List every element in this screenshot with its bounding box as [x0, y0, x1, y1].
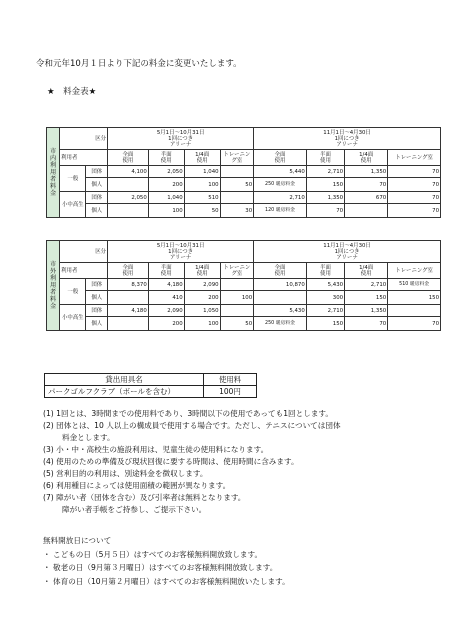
period-a-header: 5月1日～10月31日 1回につき アリーナ — [108, 128, 254, 150]
note-item: (3) 小・中・高校生の施設利用は、児童生徒の使用料になります。 — [43, 445, 269, 454]
list-item: ・ 体育の日（10月第２月曜日）はすべてのお客様無料開放いたします。 — [43, 576, 290, 586]
period-a-header: 5月1日～10月31日 1回につき アリーナ — [108, 241, 254, 263]
rental-col-item: 貸出用具名 — [45, 374, 204, 386]
table-row: 一般 団体 8,370 4,180 2,090 10,870 5,430 2,710 510 暖房料金 — [47, 279, 441, 291]
side-label: 市外利用者料金 — [47, 241, 60, 331]
side-label: 市内利用者料金 — [47, 128, 60, 218]
list-item: ・ こどもの日（5月５日）はすべてのお客様無料開放致します。 — [43, 549, 263, 559]
user-label: 利用者 — [60, 150, 108, 166]
free-days-title: 無料開放日について — [43, 536, 112, 545]
note-item: (5) 営利目的の利用は、別途料金を徴収します。 — [43, 469, 208, 478]
rental-item: パークゴルフクラブ（ボールを含む） — [45, 386, 204, 398]
table-row: 個人 100 50 30 120 暖房料金 70 70 — [47, 204, 441, 218]
note-item: (1) 1回とは、3時間までの使用料であり、3時間以下の使用であっても1回とします。 — [43, 409, 333, 418]
zone-label: 区分 — [60, 128, 108, 150]
zone-label: 区分 — [60, 241, 108, 263]
fee-table-heading: ★ 料金表★ — [47, 87, 97, 97]
note-item: 障がい者手帳をご持参し、ご提示下さい。 — [62, 505, 207, 514]
table-row: 小中高生 団体 2,050 1,040 510 2,710 1,350 670 70 — [47, 192, 441, 204]
table-row: 個人 410 200 100 300 150 150 — [47, 291, 441, 305]
note-item: (6) 利用種目によっては使用面積の範囲が異なります。 — [43, 481, 231, 490]
table-row: 個人 200 100 50 250 暖房料金 150 70 70 — [47, 178, 441, 192]
note-item: (4) 使用のための準備及び現状回復に要する時間は、使用時間に含みます。 — [43, 457, 299, 466]
notes-list — [43, 408, 443, 516]
table-row: 個人 200 100 50 250 暖房料金 150 70 70 — [47, 317, 441, 331]
rental-col-fee: 使用料 — [204, 374, 257, 386]
note-item: (7) 障がい者（団体を含む）及び引率者は無料となります。 — [43, 493, 246, 502]
training-label: トレーニング室 — [220, 263, 254, 279]
free-days-section — [43, 534, 290, 588]
fee-table-nonresidents: 市外利用者料金 区分 5月1日～10月31日 1回につき アリーナ 11月1日～4月30日 1回につき アリーナ 利用者 全面 使用 半面 使用 1/4面 使用 トレーニング室 全面 使用 半面 使用 1/4面 使用 トレーニング室 一般 団体 8,370 4,180 2,090 10,870 5,430 2,710 510 暖房料金 個人 410 200 100 300 150 150 小中高生 団体 4,180 2,090 1,050 5,430 2,710 1,350 個人 200 100 50 250 暖房料金 150 70 70 — [46, 240, 441, 331]
period-b-header: 11月1日～4月30日 1回につき アリーナ — [254, 128, 441, 150]
note-item: (2) 団体とは、10 人以上の構成員で使用する場合です。ただし、テニスについては団体 — [43, 421, 341, 430]
rental-table — [44, 373, 257, 398]
table-row: 一般 団体 4,100 2,050 1,040 5,440 2,710 1,350 70 — [47, 166, 441, 178]
period-b-header: 11月1日～4月30日 1回につき アリーナ — [254, 241, 441, 263]
note-item: 料金とします。 — [62, 433, 115, 442]
list-item: ・ 敬老の日（9月第３月曜日）はすべてのお客様無料開放致します。 — [43, 563, 278, 572]
user-label: 利用者 — [60, 263, 108, 279]
intro-text: 令和元年10月１日より下記の料金に変更いたします。 — [36, 59, 242, 69]
rental-fee: 100円 — [204, 386, 257, 398]
fee-table-residents: 市内利用者料金 区分 5月1日～10月31日 1回につき アリーナ 11月1日～4月30日 1回につき アリーナ 利用者 全面 使用 半面 使用 1/4面 使用 トレーニング室 全面 使用 半面 使用 1/4面 使用 トレーニング室 一般 団体 4,100 2,050 1,040 5,440 2,710 1,350 70 個人 200 100 50 250 暖房料金 150 70 70 小中高生 団体 2,050 1,040 510 2,710 1,350 670 70 個人 100 50 30 120 暖房料金 70 70 — [46, 127, 441, 218]
table-row: 小中高生 団体 4,180 2,090 1,050 5,430 2,710 1,350 — [47, 305, 441, 317]
training-label: トレーニング室 — [220, 150, 254, 166]
